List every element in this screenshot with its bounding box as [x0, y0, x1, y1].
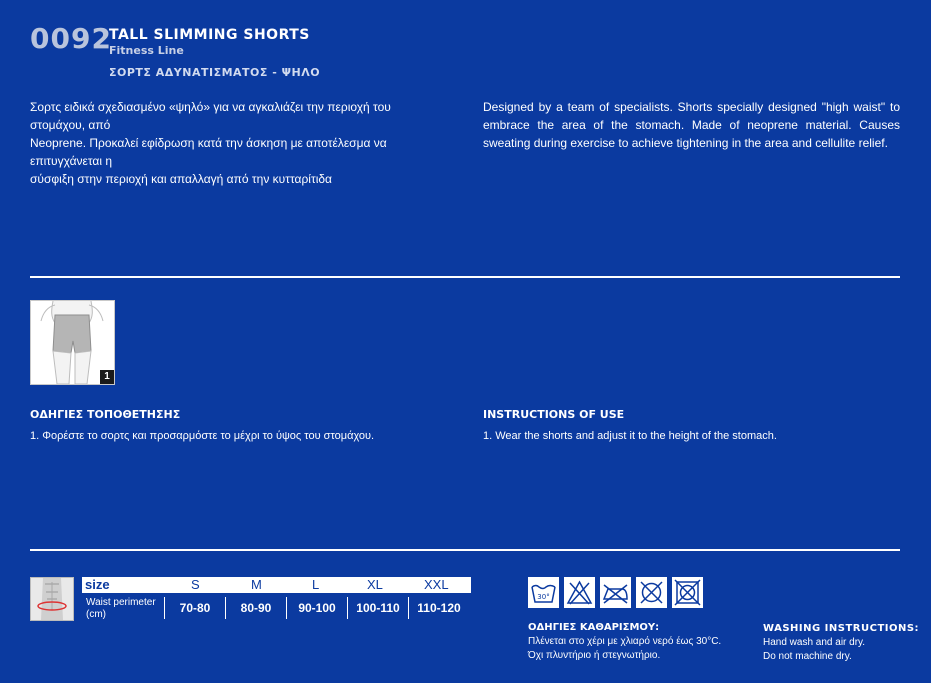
waist-value: 70-80 — [179, 601, 211, 615]
wash-temperature-label: 30° — [537, 593, 550, 601]
waist-value: 90-100 — [298, 601, 336, 615]
waist-perimeter-label-line2: (cm) — [86, 609, 106, 620]
no-dry-clean-icon — [636, 577, 667, 608]
description-greek-line: Σορτς ειδικά σχεδιασμένο «ψηλό» για να αγκαλιάζει την περιοχή του στομάχου, από — [30, 100, 391, 132]
waist-value: 100-110 — [356, 601, 400, 615]
product-title-greek: ΣΟΡΤΣ ΑΔΥΝΑΤΙΣΜΑΤΟΣ - ΨΗΛΟ — [109, 66, 321, 79]
instructions-heading-english: INSTRUCTIONS OF USE — [483, 408, 625, 421]
instructions-text-greek: 1. Φορέστε το σορτς και προσαρμόστε το μέχρι το ύψος του στομάχου. — [30, 430, 375, 442]
waist-perimeter-row — [82, 595, 471, 622]
size-chart — [82, 577, 471, 622]
description-greek-line: Neoprene. Προκαλεί εφίδρωση κατά την άσκηση με αποτέλεσμα να επιτυγχάνεται η — [30, 136, 387, 168]
product-line: Fitness Line — [109, 44, 184, 57]
waist-perimeter-label — [86, 597, 156, 621]
description-greek-line: σύσφιξη στην περιοχή και απαλλαγή από την κυτταρίτιδα — [30, 172, 332, 186]
hand-wash-30-icon — [528, 577, 559, 608]
size-chart-header — [82, 577, 471, 593]
description-english: Designed by a team of specialists. Shorts specially designed "high waist" to embrace the area of the stomach. Made of neoprene material. Causes sweating during exercise to achieve tightening in the area and cellulite relief. — [483, 100, 900, 150]
washing-text-greek-line2: Όχι πλυντήριο ή στεγνωτήριο. — [528, 650, 661, 661]
waist-measure-image — [30, 577, 74, 621]
no-iron-icon — [600, 577, 631, 608]
washing-text-english-line1: Hand wash and air dry. — [763, 637, 866, 648]
step-number-badge: 1 — [100, 370, 114, 384]
divider-top — [30, 276, 900, 278]
washing-text-english-line2: Do not machine dry. — [763, 651, 852, 662]
washing-text-greek-line1: Πλένεται στο χέρι με χλιαρό νερό έως 30°C. — [528, 636, 722, 647]
instructions-heading-greek: ΟΔΗΓΙΕΣ ΤΟΠΟΘΕΤΗΣΗΣ — [30, 408, 181, 421]
size-header-label: size — [85, 577, 110, 592]
size-label: XL — [367, 577, 383, 592]
product-code: 0092 — [30, 22, 112, 55]
size-label: XXL — [424, 577, 449, 592]
no-tumble-dry-icon — [672, 577, 703, 608]
washing-heading-greek: ΟΔΗΓΙΕΣ ΚΑΘΑΡΙΣΜΟΥ: — [528, 622, 660, 633]
instructions-text-english: 1. Wear the shorts and adjust it to the height of the stomach. — [483, 430, 777, 442]
waist-value: 80-90 — [240, 601, 272, 615]
divider-bottom — [30, 549, 900, 551]
size-label: L — [312, 577, 320, 592]
description-greek — [30, 98, 447, 188]
size-label: M — [251, 577, 262, 592]
usage-illustration — [30, 300, 115, 385]
no-bleach-icon — [564, 577, 595, 608]
size-label: S — [191, 577, 200, 592]
washing-heading-english: WASHING INSTRUCTIONS: — [763, 623, 920, 634]
product-title: TALL SLIMMING SHORTS — [109, 27, 310, 43]
waist-perimeter-label-line1: Waist perimeter — [86, 597, 156, 608]
torso-icon — [31, 578, 73, 620]
waist-value: 110-120 — [417, 601, 461, 615]
